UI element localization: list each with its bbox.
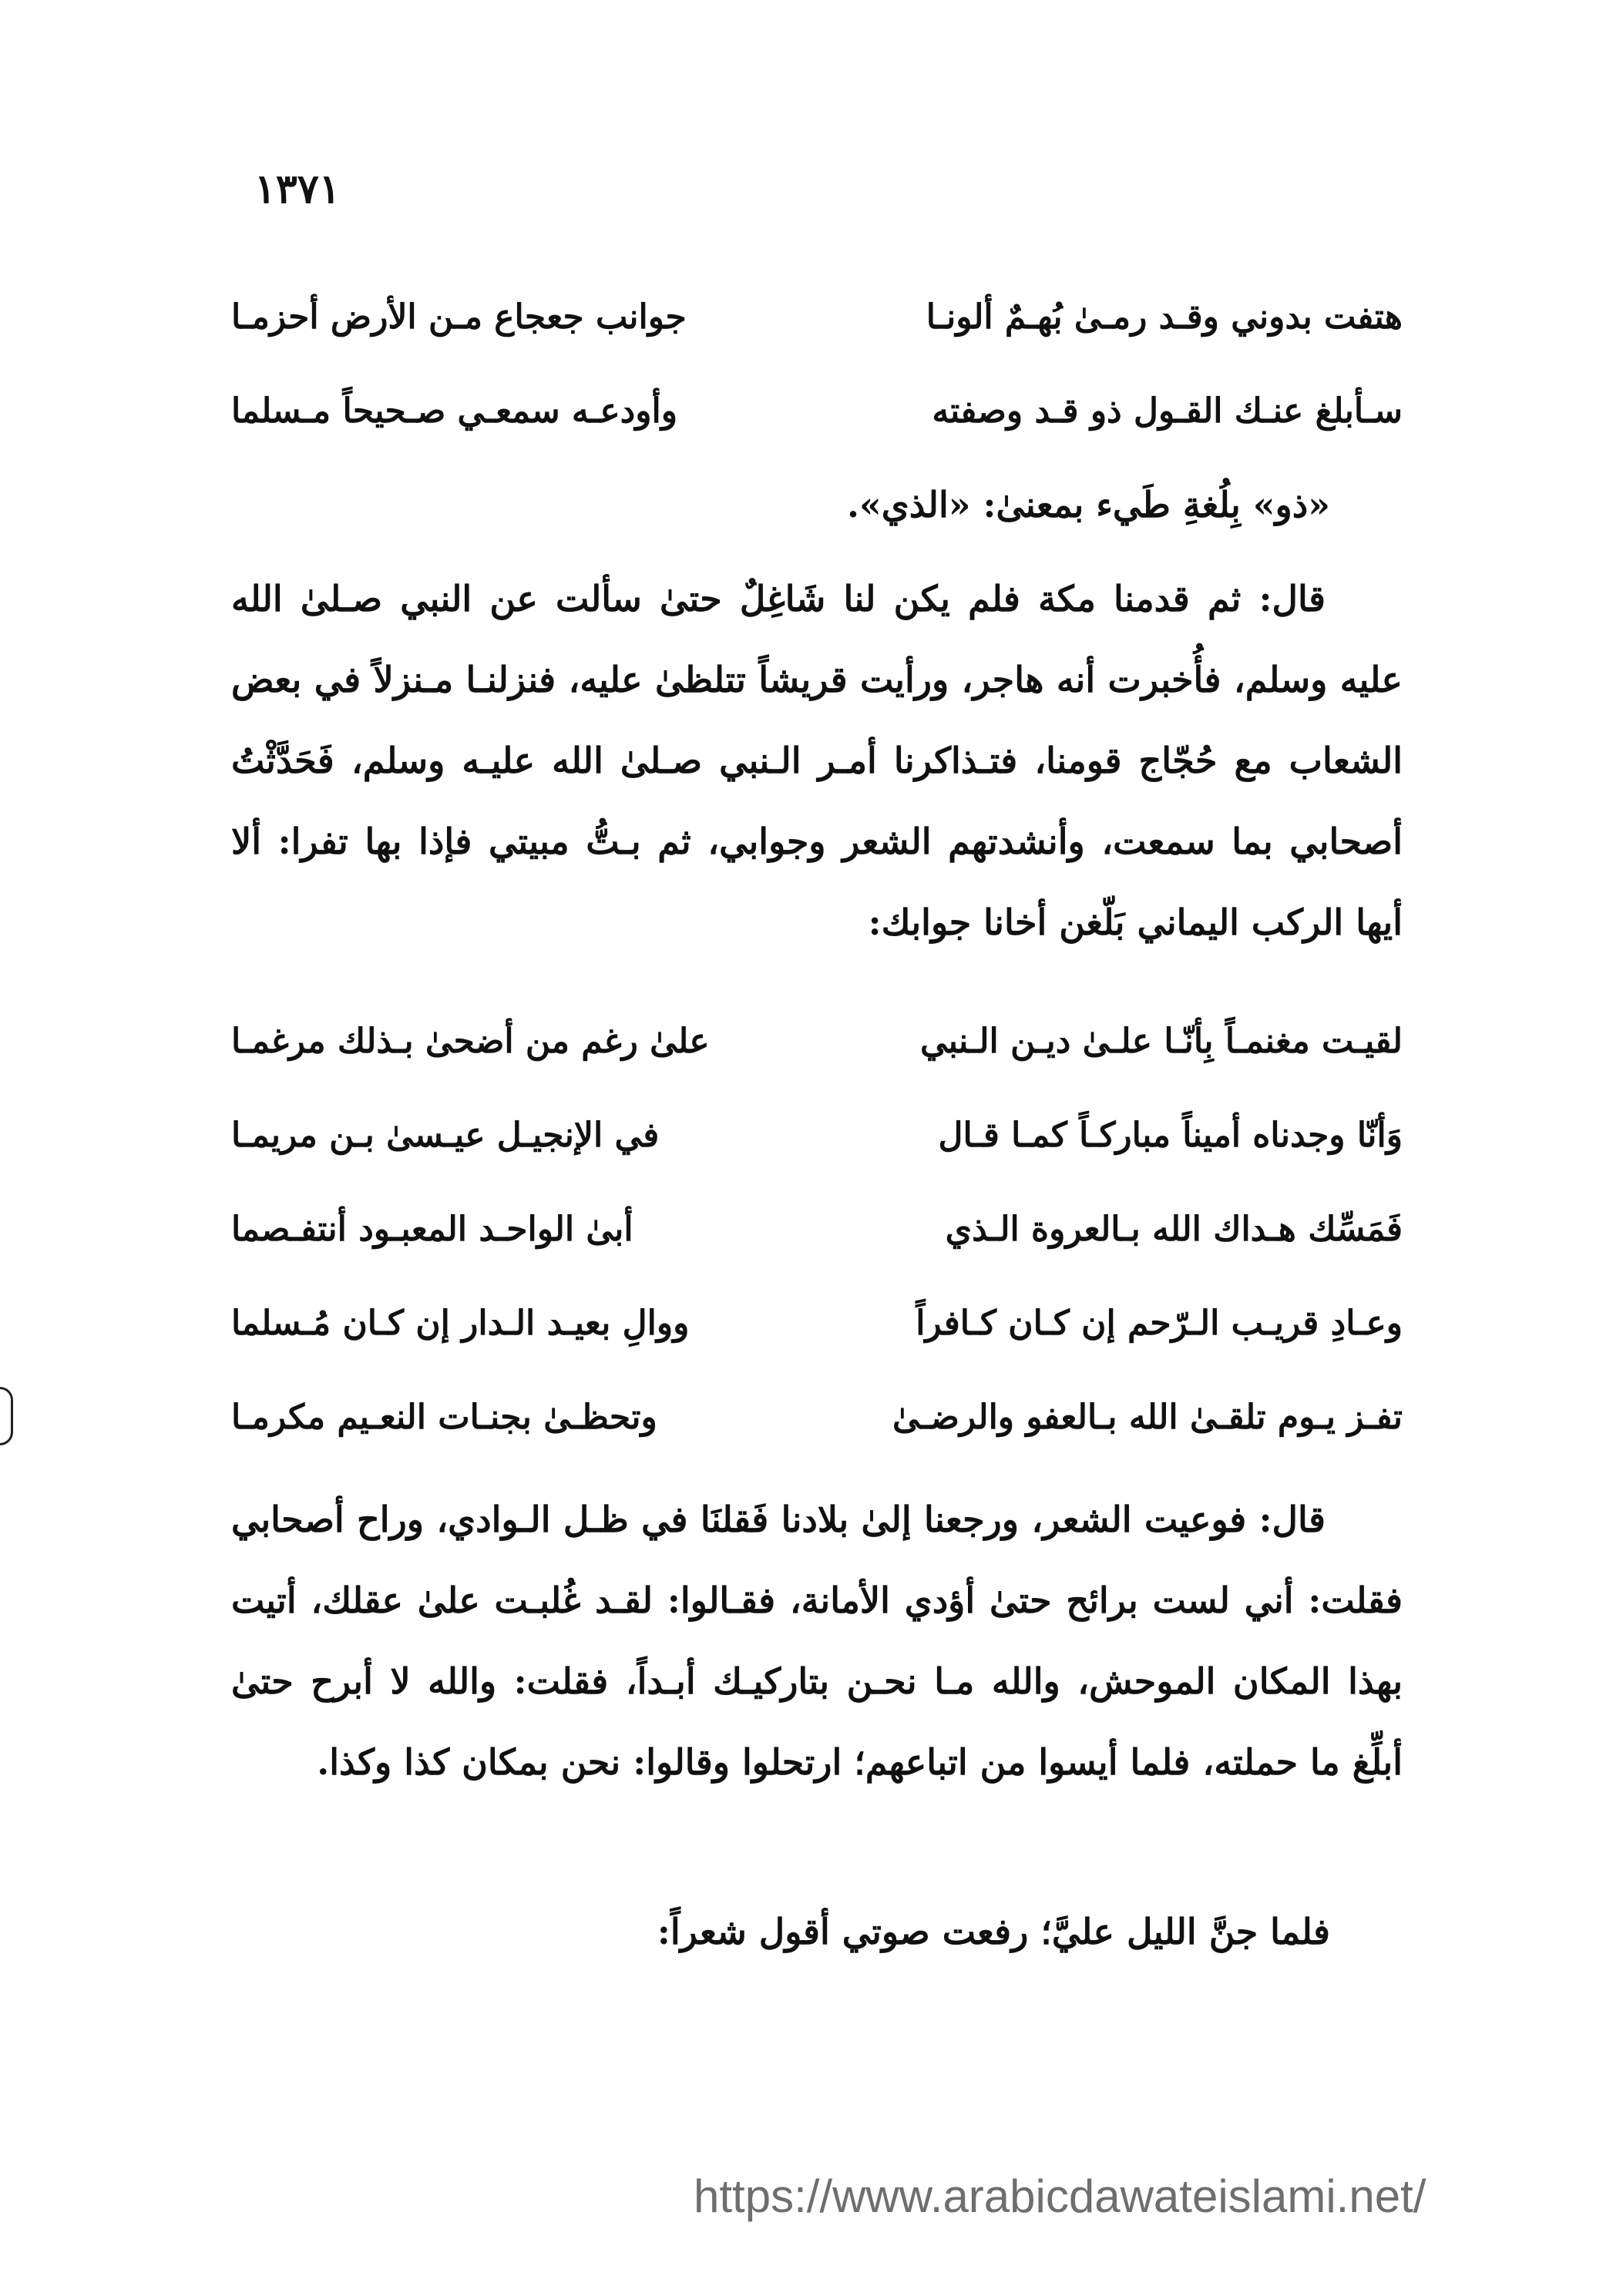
verse-line xyxy=(231,1088,1403,1182)
paragraph-2-text: قال: فوعيت الشعر، ورجعنا إلىٰ بلادنا فَقلنَا في ظـل الـوادي، وراح أصحابي فقلت: أني لست برائح حتىٰ أؤدي الأمانة، فقـالوا: لقـد غُلبـت علىٰ عقلك، أتيت بهذا المكان الموحش، والله مـا نحـن بتاركيـك أبـداً، فقلت: والله لا أبرح حتىٰ أبلِّغ ما حملته، فلما أيسوا من اتباعهم؛ ارتحلوا وقالوا: نحن بمكان كذا وكذا. xyxy=(231,1499,1403,1783)
verse-line xyxy=(231,994,1403,1088)
verse-second-hemistich: وتحظـىٰ بجنـات النعـيم مكرمـا xyxy=(231,1397,657,1437)
gloss-line: «ذو» بِلُغةِ طَيء بمعنىٰ: «الذي». xyxy=(847,484,1330,525)
verses-top xyxy=(231,270,1403,458)
paragraph-1-text: قال: ثم قدمنا مكة فلم يكن لنا شَاغِلٌ حتىٰ سألت عن النبي صـلىٰ الله عليه وسلم، فأُخبرت أنه هاجر، ورأيت قريشاً تتلظىٰ عليه، فنزلنـا مـنزلاً في بعض الشعاب مع حُجّاج قومنا، فتـذاكرنا أمـر الـنبي صـلىٰ الله عليـه وسلم، فَحَدَّثْتُ أصحابي بما سمعت، وأنشدتهم الشعر وجوابي، ثم بـتُّ مبيتي فإذا بها تفرا: ألا أيها الركب اليماني بَلّغن أخانا جوابك: xyxy=(231,578,1403,943)
verse-line xyxy=(231,1276,1403,1370)
verse-first-hemistich: سـأبلغ عنـك القـول ذو قـد وصفته xyxy=(932,391,1403,431)
verse-second-hemistich: علىٰ رغم من أضحىٰ بـذلك مرغمـا xyxy=(231,1021,710,1061)
paragraph-1 xyxy=(231,559,1403,963)
verse-first-hemistich: هتفت بدوني وقـد رمـىٰ بُهـمٌ ألونـا xyxy=(926,297,1403,337)
binding-edge-mark xyxy=(0,1387,13,1445)
footer-url: https://www.arabicdawateislami.net/ xyxy=(694,2170,1426,2222)
verse-line xyxy=(231,1182,1403,1276)
verse-first-hemistich: فَمَسِّك هـداك الله بـالعروة الـذي xyxy=(945,1209,1403,1249)
verse-first-hemistich: وَأنّا وجدناه أميناً مباركـاً كمـا قـال xyxy=(938,1115,1403,1155)
verse-first-hemistich: لقيـت مغنمـاً بِأنّـا علـىٰ ديـن الـنبي xyxy=(920,1021,1403,1061)
verse-line xyxy=(231,1370,1403,1464)
verse-second-hemistich: جوانب جعجاع مـن الأرض أحزمـا xyxy=(231,297,687,337)
verse-second-hemistich: في الإنجيـل عيـسىٰ بـن مريمـا xyxy=(231,1115,660,1155)
page-number: ١٣٧١ xyxy=(254,166,341,213)
verses-middle xyxy=(231,994,1403,1464)
verse-second-hemistich: وأودعـه سمعـي صـحيحاً مـسلما xyxy=(231,391,677,431)
verse-line xyxy=(231,270,1403,364)
verse-first-hemistich: وعـادِ قريـب الـرّحم إن كـان كـافراً xyxy=(916,1303,1403,1343)
paragraph-2 xyxy=(231,1479,1403,1803)
verse-line xyxy=(231,364,1403,458)
verse-second-hemistich: ووالِ بعيـد الـدار إن كـان مُـسلما xyxy=(231,1303,690,1343)
verse-second-hemistich: أبىٰ الواحـد المعبـود أنتفـصما xyxy=(231,1209,633,1249)
verse-first-hemistich: تفـز يـوم تلقـىٰ الله بـالعفو والرضـىٰ xyxy=(892,1397,1403,1437)
closing-line: فلما جنَّ الليل عليَّ؛ رفعت صوتي أقول شعراً: xyxy=(657,1911,1330,1952)
